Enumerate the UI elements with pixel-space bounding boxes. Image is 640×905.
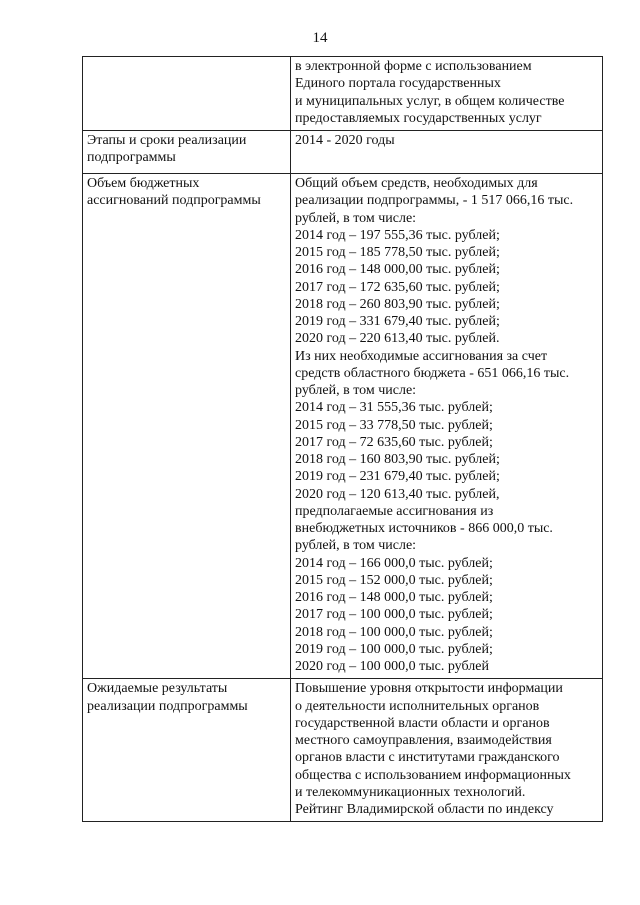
text-line: предоставляемых государственных услуг — [295, 110, 542, 126]
row-value-cell — [291, 57, 603, 131]
row-label-cell — [83, 57, 291, 131]
text-line: 2017 год – 172 635,60 тыс. рублей; — [295, 279, 500, 295]
text-line: 2015 год – 185 778,50 тыс. рублей; — [295, 245, 500, 260]
row-value-cell — [291, 679, 603, 822]
text-line: о деятельности исполнительных органов — [295, 698, 540, 714]
text-line: 2020 год – 220 613,40 тыс. рублей. — [295, 331, 500, 347]
text-line: в электронной форме с использованием — [295, 59, 532, 74]
table-row-expected-results — [83, 679, 603, 822]
row-value-cell — [291, 174, 603, 679]
text-line: 2014 - 2020 годы — [295, 133, 395, 148]
label-line: Этапы и сроки реализации — [87, 133, 247, 148]
text-line: 2018 год – 100 000,0 тыс. рублей; — [295, 624, 493, 640]
text-line: 2014 год – 166 000,0 тыс. рублей; — [295, 555, 493, 571]
text-line: и муниципальных услуг, в общем количестве — [295, 93, 565, 109]
text-line: 2020 год – 120 613,40 тыс. рублей, — [295, 486, 500, 502]
row-label-cell — [83, 679, 291, 822]
text-line: государственной власти области и органов — [295, 715, 550, 731]
text-line: 2019 год – 231 679,40 тыс. рублей; — [295, 469, 500, 485]
text-line: 2014 год – 31 555,36 тыс. рублей; — [295, 400, 493, 416]
page-number: 14 — [312, 30, 328, 46]
text-line: Единого портала государственных — [295, 76, 501, 92]
label-line: реализации подпрограммы — [87, 698, 248, 714]
text-line: предполагаемые ассигнования из — [295, 503, 494, 519]
text-line: 2017 год – 100 000,0 тыс. рублей; — [295, 607, 493, 623]
table-row-intro — [83, 57, 603, 131]
text-line: 2014 год – 197 555,36 тыс. рублей; — [295, 227, 500, 243]
text-line: и телекоммуникационных технологий. — [295, 784, 526, 800]
label-line: Ожидаемые результаты — [87, 681, 228, 697]
text-line: рублей, в том числе: — [295, 210, 417, 226]
text-line: 2016 год – 148 000,00 тыс. рублей; — [295, 262, 500, 278]
subprogram-passport-table — [82, 56, 603, 822]
text-line: органов власти с институтами гражданского — [295, 750, 560, 766]
text-line: 2017 год – 72 635,60 тыс. рублей; — [295, 434, 493, 450]
text-line: 2019 год – 331 679,40 тыс. рублей; — [295, 314, 500, 329]
text-line: Из них необходимые ассигнования за счет — [295, 348, 548, 364]
text-line: 2015 год – 152 000,0 тыс. рублей; — [295, 572, 493, 588]
text-line: 2015 год – 33 778,50 тыс. рублей; — [295, 417, 493, 433]
text-line: 2020 год – 100 000,0 тыс. рублей — [295, 659, 489, 674]
text-line: местного самоуправления, взаимодействия — [295, 733, 552, 748]
table-row-stages-dates — [83, 131, 603, 174]
label-line: ассигнований подпрограммы — [87, 193, 261, 209]
text-line: 2018 год – 160 803,90 тыс. рублей; — [295, 452, 500, 467]
text-line: Рейтинг Владимирской области по индексу — [295, 802, 554, 817]
text-line: реализации подпрограммы, - 1 517 066,16 тыс. — [295, 193, 574, 209]
text-line: рублей, в том числе: — [295, 383, 417, 398]
text-line: 2019 год – 100 000,0 тыс. рублей; — [295, 641, 493, 657]
text-line: 2018 год – 260 803,90 тыс. рублей; — [295, 296, 500, 312]
text-line: 2016 год – 148 000,0 тыс. рублей; — [295, 590, 493, 605]
text-line: средств областного бюджета - 651 066,16 тыс. — [295, 365, 570, 381]
table-row-budget — [83, 174, 603, 679]
text-line: рублей, в том числе: — [295, 538, 417, 554]
label-line: подпрограммы — [87, 150, 176, 166]
text-line: Повышение уровня открытости информации — [295, 681, 563, 697]
row-label-cell — [83, 174, 291, 679]
text-line: общества с использованием информационных — [295, 767, 571, 783]
label-line: Объем бюджетных — [87, 176, 200, 191]
text-line: Общий объем средств, необходимых для — [295, 176, 538, 191]
text-line: внебюджетных источников - 866 000,0 тыс. — [295, 521, 553, 536]
row-label-cell — [83, 131, 291, 174]
row-value-cell — [291, 131, 603, 174]
